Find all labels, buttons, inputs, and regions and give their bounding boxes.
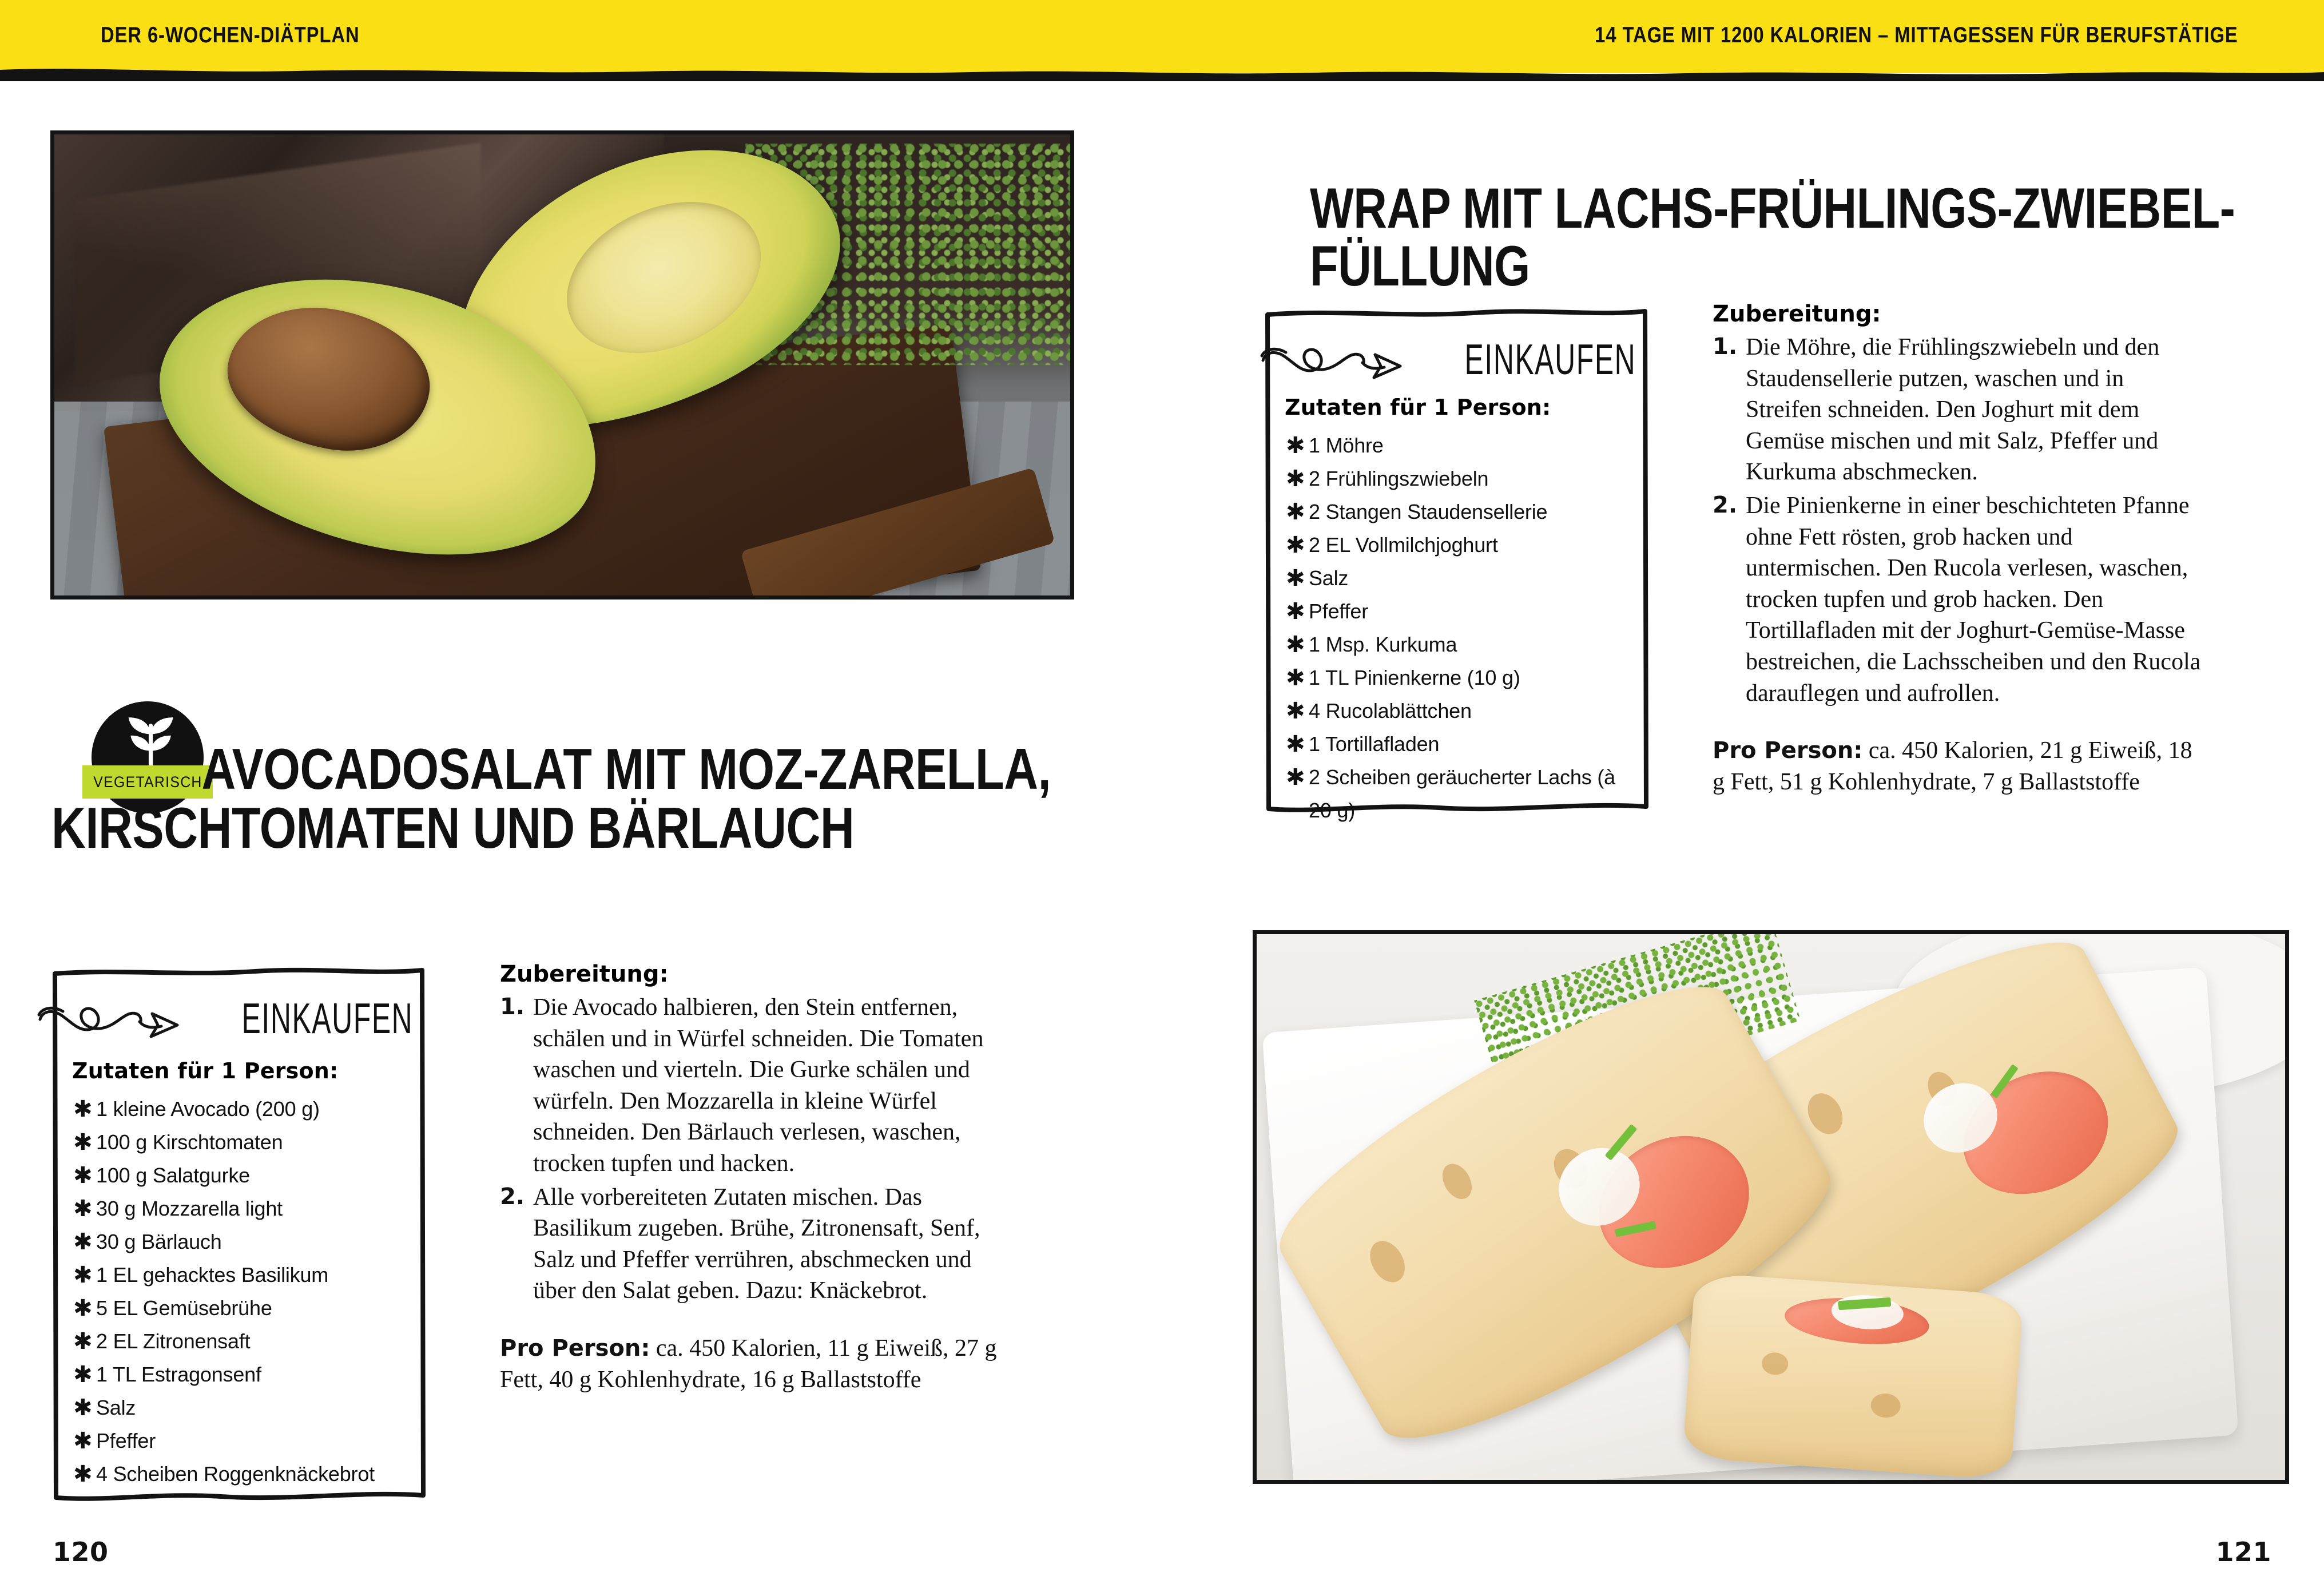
header-right-title: 14 TAGE MIT 1200 KALORIEN – MITTAGESSEN FÜR BERUFSTÄTIGE	[1595, 23, 2238, 47]
list-item: ✱ 5 EL Gemüsebrühe	[71, 1292, 414, 1325]
badge-label: VEGETARISCH	[93, 773, 202, 791]
list-item: ✱ Salz	[71, 1391, 414, 1424]
bullet-star-icon: ✱	[73, 1328, 93, 1355]
step-text: Die Avocado halbieren, den Stein entfernen, schälen und in Würfel schneiden. Die Tomaten waschen und vierteln. Die Gurke schälen und würfeln. Den Mozzarella in kleine Würfel schneiden. Den Bärlauch verlesen, waschen, trocken tupfen und hacken.	[533, 994, 984, 1177]
nutrition-values: ca. 450 Kalorien, 21 g Eiweiß, 18 g Fett, 51 g Kohlenhydrate, 7 g Ballaststoffe	[1713, 737, 2192, 795]
preparation-heading: Zubereitung:	[1713, 301, 1881, 327]
list-item: ✱ Salz	[1284, 562, 1637, 595]
preparation-step	[1713, 490, 2204, 709]
step-text: Alle vorbereiteten Zutaten mischen. Das Basilikum zugeben. Brühe, Zitronensaft, Senf, Salz und Pfeffer verrühren, abschmecken und über den Salat geben. Dazu: Knäckebrot.	[533, 1184, 980, 1304]
shopping-header	[1281, 332, 1636, 387]
list-item: ✱ 2 Scheiben geräucherter Lachs (à 20 g)	[1284, 761, 1637, 827]
step-text: Die Möhre, die Frühlingszwiebeln und den Staudensellerie putzen, waschen und in Streifen schneiden. Den Joghurt mit dem Gemüse mischen und mit Salz, Pfeffer und Kurkuma abschmecken.	[1746, 334, 2160, 486]
list-item: ✱ 2 EL Zitronensaft	[71, 1325, 414, 1358]
list-item: ✱ 1 Möhre	[1284, 429, 1637, 462]
shopping-subtitle: Zutaten für 1 Person:	[72, 1058, 339, 1083]
list-item: ✱ Pfeffer	[1284, 595, 1637, 628]
shopping-title: EINKAUFEN	[241, 994, 413, 1043]
bullet-star-icon: ✱	[73, 1295, 93, 1321]
nutrition-label: Pro Person:	[500, 1335, 650, 1361]
list-item: ✱ 2 EL Vollmilchjoghurt	[1284, 529, 1637, 562]
preparation-step	[500, 1182, 1003, 1307]
preparation-step	[500, 992, 1003, 1180]
bullet-star-icon: ✱	[73, 1395, 93, 1421]
list-item: ✱ 1 TL Pinienkerne (10 g)	[1284, 661, 1637, 694]
bullet-star-icon: ✱	[1286, 764, 1305, 791]
bullet-star-icon: ✱	[73, 1196, 93, 1222]
list-item: ✱ 100 g Kirschtomaten	[71, 1126, 414, 1159]
shopping-list	[71, 1093, 414, 1491]
list-item: ✱ 4 Rucolablättchen	[1284, 694, 1637, 728]
list-item: ✱ Pfeffer	[71, 1424, 414, 1458]
bullet-star-icon: ✱	[1286, 532, 1305, 558]
bullet-star-icon: ✱	[73, 1229, 93, 1255]
bullet-star-icon: ✱	[73, 1428, 93, 1454]
list-item: ✱ 100 g Salatgurke	[71, 1159, 414, 1192]
left-preparation	[500, 961, 1003, 1419]
left-shopping-box	[49, 963, 427, 1508]
nutrition-info	[500, 1333, 1003, 1395]
bullet-star-icon: ✱	[1286, 731, 1305, 757]
bullet-star-icon: ✱	[1286, 665, 1305, 691]
bullet-star-icon: ✱	[1286, 466, 1305, 492]
bullet-star-icon: ✱	[73, 1162, 93, 1189]
step-number: 1.	[500, 994, 525, 1020]
bullet-star-icon: ✱	[1286, 432, 1305, 459]
nutrition-label: Pro Person:	[1713, 737, 1863, 764]
bullet-star-icon: ✱	[73, 1129, 93, 1156]
nutrition-info	[1713, 735, 2204, 797]
right-recipe-title: WRAP MIT LACHS-FRÜHLINGS-ZWIEBEL-FÜLLUNG	[1310, 176, 2235, 298]
bullet-star-icon: ✱	[73, 1262, 93, 1288]
bullet-star-icon: ✱	[73, 1361, 93, 1388]
right-preparation	[1713, 301, 2204, 821]
bullet-star-icon: ✱	[1286, 632, 1305, 658]
right-page-number: 121	[2215, 1537, 2271, 1567]
list-item: ✱ 4 Scheiben Roggenknäckebrot	[71, 1458, 414, 1491]
list-item: ✱ 1 TL Estragonsenf	[71, 1358, 414, 1391]
curly-arrow-icon	[34, 992, 185, 1045]
left-recipe-title: AVOCADOSALAT MIT MOZ-ZARELLA, KIRSCHTOMATEN UND BÄRLAUCH	[51, 737, 1051, 860]
shopping-header	[69, 991, 413, 1046]
bullet-star-icon: ✱	[1286, 565, 1305, 591]
shopping-subtitle: Zutaten für 1 Person:	[1285, 395, 1551, 420]
bullet-star-icon: ✱	[1286, 499, 1305, 525]
list-item: ✱ 30 g Mozzarella light	[71, 1192, 414, 1225]
curly-arrow-icon	[1257, 333, 1408, 386]
wrap-photo	[1253, 930, 2289, 1484]
bullet-star-icon: ✱	[73, 1461, 93, 1487]
step-number: 1.	[1713, 334, 1738, 360]
step-text: Die Pinienkerne in einer beschichteten Pfanne ohne Fett rösten, grob hacken und untermischen. Den Rucola verlesen, waschen, trocken tupfen und grob hacken. Den Tortillafladen mit der Joghurt-Gemüse-Masse bestreichen, die Lachsscheiben und den Rucola darauflegen und aufrollen.	[1746, 492, 2201, 706]
nutrition-values: ca. 450 Kalorien, 11 g Eiweiß, 27 g Fett, 40 g Kohlenhydrate, 16 g Ballaststoffe	[500, 1335, 997, 1393]
list-item: ✱ 1 kleine Avocado (200 g)	[71, 1093, 414, 1126]
left-page	[0, 73, 1162, 1588]
list-item: ✱ 1 EL gehacktes Basilikum	[71, 1259, 414, 1292]
list-item: ✱ 2 Frühlingszwiebeln	[1284, 462, 1637, 495]
bullet-star-icon: ✱	[1286, 698, 1305, 724]
right-shopping-box	[1262, 304, 1650, 822]
step-number: 2.	[1713, 491, 1738, 518]
shopping-title: EINKAUFEN	[1464, 335, 1636, 384]
list-item: ✱ 1 Tortillafladen	[1284, 728, 1637, 761]
header-left-title: DER 6-WOCHEN-DIÄTPLAN	[101, 23, 360, 47]
bullet-star-icon: ✱	[1286, 598, 1305, 625]
list-item: ✱ 2 Stangen Staudensellerie	[1284, 495, 1637, 529]
preparation-step	[1713, 332, 2204, 488]
avocado-photo	[50, 130, 1074, 600]
list-item: ✱ 30 g Bärlauch	[71, 1225, 414, 1259]
list-item: ✱ 1 Msp. Kurkuma	[1284, 628, 1637, 661]
right-page	[1162, 73, 2324, 1588]
shopping-list	[1284, 429, 1637, 827]
preparation-heading: Zubereitung:	[500, 961, 669, 987]
step-number: 2.	[500, 1183, 525, 1210]
bullet-star-icon: ✱	[73, 1096, 93, 1122]
left-page-number: 120	[53, 1537, 109, 1567]
